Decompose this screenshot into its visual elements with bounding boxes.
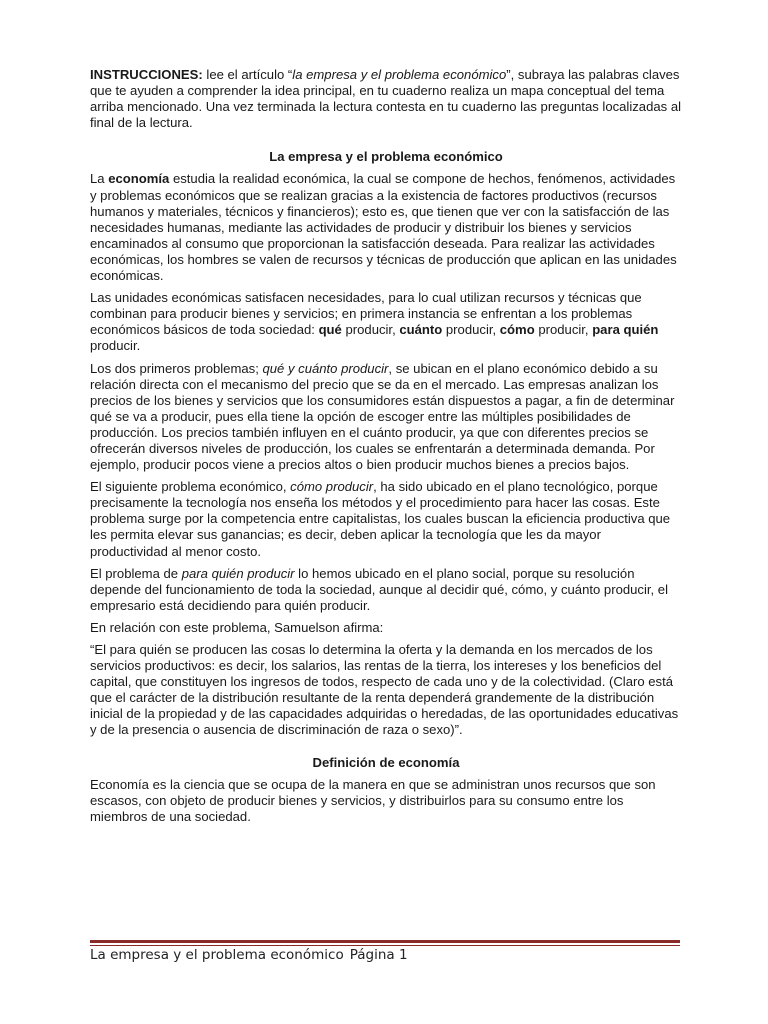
instructions-label: INSTRUCCIONES: — [90, 67, 203, 82]
page-number: Página 1 — [349, 947, 408, 963]
instructions-paragraph: INSTRUCCIONES: lee el artículo “la empresa y el problema económico”, subraya las palabras claves que te ayuden a comprender la idea principal, en tu cuaderno realiza un mapa conceptual del tema arriba mencionado. Una vez terminada la lectura contesta en tu cuaderno las preguntas localizadas al final de la lectura. — [90, 67, 682, 131]
paragraph-economia: La economía estudia la realidad económica, la cual se compone de hechos, fenómenos, actividades y problemas económicos que se realizan gracias a la existencia de factores productivos (recursos humanos y materiales, técnicos y financieros); esto es, que tienen que ver con la satisfacción de las necesidades humanas, mediante las actividades de producir y distribuir los bienes y servicios encaminados al consumo que proporcionan la satisfacción deseada. Para realizar las actividades económicas, los hombres se valen de recursos y técnicas de producción que aplican en las unidades económicas. — [90, 171, 677, 284]
article-title: la empresa y el problema económico — [292, 67, 507, 82]
samuelson-quote: “El para quién se producen las cosas lo determina la oferta y la demanda en los mercados de los servicios productivos: es decir, los salarios, las rentas de la tierra, los intereses y los beneficios del capital, que constituyen los ingresos de todos, respecto de cada uno y de la colectividad. (Claro está que el carácter de la distribución resultante de la renta dependerá grandemente de la distribución inicial de la propiedad y de las capacidades adquiridas o heredadas, de las oportunidades educativas y de la presencia o ausencia de discriminación de raza o sexo)”. — [90, 642, 679, 738]
paragraph-primeros-problemas: Los dos primeros problemas; qué y cuánto producir, se ubican en el plano económico debido a su relación directa con el mecanismo del precio que se da en el mercado. Las empresas analizan los precios de los bienes y servicios que los consumidores están dispuestos a pagar, a fin de determinar qué se va a producir, pues ella tiene la opción de escoger entre las múltiples posibilidades de producción. Los precios también influyen en el cuánto producir, ya que con diferentes precios se ofrecerán diversos niveles de producción, los cuales se enfrentarán a determinada demanda. Por ejemplo, producir pocos viene a precios altos o bien producir muchos bienes a precios bajos. — [90, 360, 675, 473]
section-title: La empresa y el problema económico — [269, 149, 503, 165]
paragraph-definicion: Economía es la ciencia que se ocupa de la manera en que se administran unos recursos que son escasos, con objeto de producir bienes y servicios, y distribuirlos para su consumo entre los miembros de una sociedad. — [90, 776, 656, 824]
paragraph-unidades: Las unidades económicas satisfacen necesidades, para lo cual utilizan recursos y técnicas que combinan para producir bienes y servicios; en primera instancia se enfrentan a los problemas económicos básicos de toda sociedad: qué producir, cuánto producir, cómo producir, para quién producir. — [90, 290, 659, 354]
paragraph-para-quien: El problema de para quién producir lo hemos ubicado en el plano social, porque su resolución depende del funcionamiento de toda la sociedad, aunque al decidir qué, cómo, y cuánto producir, el empresario está decidiendo para quién producir. — [90, 565, 668, 613]
footer-rule — [90, 940, 680, 946]
paragraph-como-producir: El siguiente problema económico, cómo producir, ha sido ubicado en el plano tecnológico, porque precisamente la tecnología nos enseña los métodos y el procedimiento para hacer las cosas. Este problema surge por la competencia entre capitalistas, los cuales buscan la eficiencia productiva que les permita elevar sus ganancias; es decir, deben aplicar la tecnología que les da mayor productividad al menor costo. — [90, 479, 671, 559]
page-footer — [90, 947, 408, 963]
document-body — [90, 67, 682, 831]
paragraph-samuelson-intro: En relación con este problema, Samuelson afirma: — [90, 619, 384, 635]
section-title-definicion: Definición de economía — [312, 754, 460, 770]
footer-title: La empresa y el problema económico — [90, 947, 344, 963]
